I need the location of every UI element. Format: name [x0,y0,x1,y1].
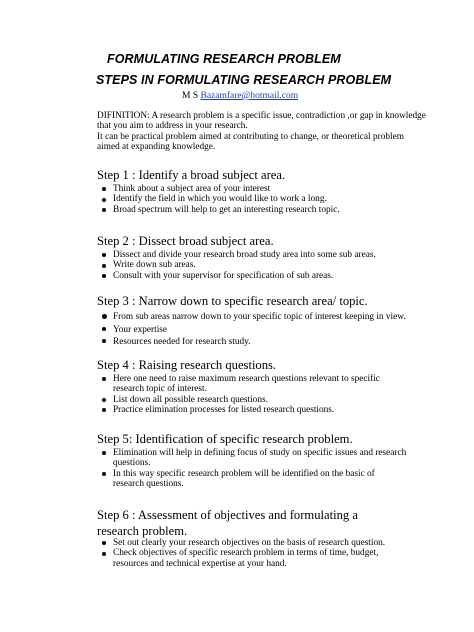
step-6-bullets [97,538,397,569]
list-item: Dissect and divide your research broad study area into some sub areas. [97,250,427,260]
step-3-heading: Step 3 : Narrow down to specific research area/ topic. [97,294,368,308]
list-item: In this way specific research problem will be identified on the basic of research questions. [97,469,407,490]
document-title: FORMULATING RESEARCH PROBLEM [107,52,341,66]
list-item: From sub areas narrow down to your specific topic of interest keeping in view. [97,311,437,324]
list-item: Resources needed for research study. [97,336,437,348]
step-6-heading: Step 6 : Assessment of objectives and formulating a research problem. [97,508,358,538]
bullet-icon [102,208,106,212]
list-item: Consult with your supervisor for specification of sub areas. [97,271,427,281]
bullet-icon [102,377,106,381]
list-item: Here one need to raise maximum research questions relevant to specific research topic of interest. [97,374,407,395]
list-item: Write down sub areas. [97,260,427,270]
author-line [182,91,298,101]
author-name: M S [182,91,199,101]
bullet-icon [102,314,107,319]
step-4-bullets [97,374,407,416]
step-2-bullets [97,250,427,281]
bullet-icon [102,552,106,556]
bullet-icon [102,398,106,402]
bullet-icon [102,187,106,191]
step-1-bullets [97,184,427,215]
list-item: Set out clearly your research objectives on the basis of research question. [97,538,397,548]
step-5-bullets [97,448,407,490]
list-item: List down all possible research questions. [97,395,407,405]
author-email-link[interactable]: Bazamfare@hotmail.com [200,91,299,101]
bullet-icon [102,253,106,257]
list-item: Practice elimination processes for listed research questions. [97,405,407,415]
bullet-icon [102,451,106,455]
step-2-heading: Step 2 : Dissect broad subject area. [97,234,274,248]
definition-text: DIFINITION: A research problem is a specific issue, contradiction ,or gap in knowledge that you aim to address in your research. [97,111,426,132]
step-5-heading: Step 5: Identification of specific research problem. [97,432,353,446]
definition-text-2: It can be practical problem aimed at contributing to change, or theoretical problem aimed at expanding knowledge. [97,131,404,152]
bullet-icon [102,274,106,278]
bullet-icon [102,264,106,268]
definition-block [97,111,427,152]
step-3-bullets [97,311,437,348]
bullet-icon [102,339,106,343]
bullet-icon [102,198,106,202]
list-item: Identify the field in which you would like to work a long. [97,194,427,204]
list-item: Your expertise [97,324,437,336]
step-4-heading: Step 4 : Raising research questions. [97,358,277,372]
list-item: Think about a subject area of your interest [97,184,427,194]
bullet-icon [102,408,106,412]
bullet-icon [102,472,106,476]
list-item: Check objectives of specific research problem in terms of time, budget, resources and technical expertise at your hand. [97,548,397,569]
list-item: Broad spectrum will help to get an interesting research topic. [97,205,427,215]
bullet-icon [102,541,106,545]
document-subtitle: STEPS IN FORMULATING RESEARCH PROBLEM [96,73,392,87]
bullet-icon [102,327,106,331]
list-item: Elimination will help in defining focus of study on specific issues and research questions. [97,448,407,469]
step-1-heading: Step 1 : Identify a broad subject area. [97,168,286,182]
